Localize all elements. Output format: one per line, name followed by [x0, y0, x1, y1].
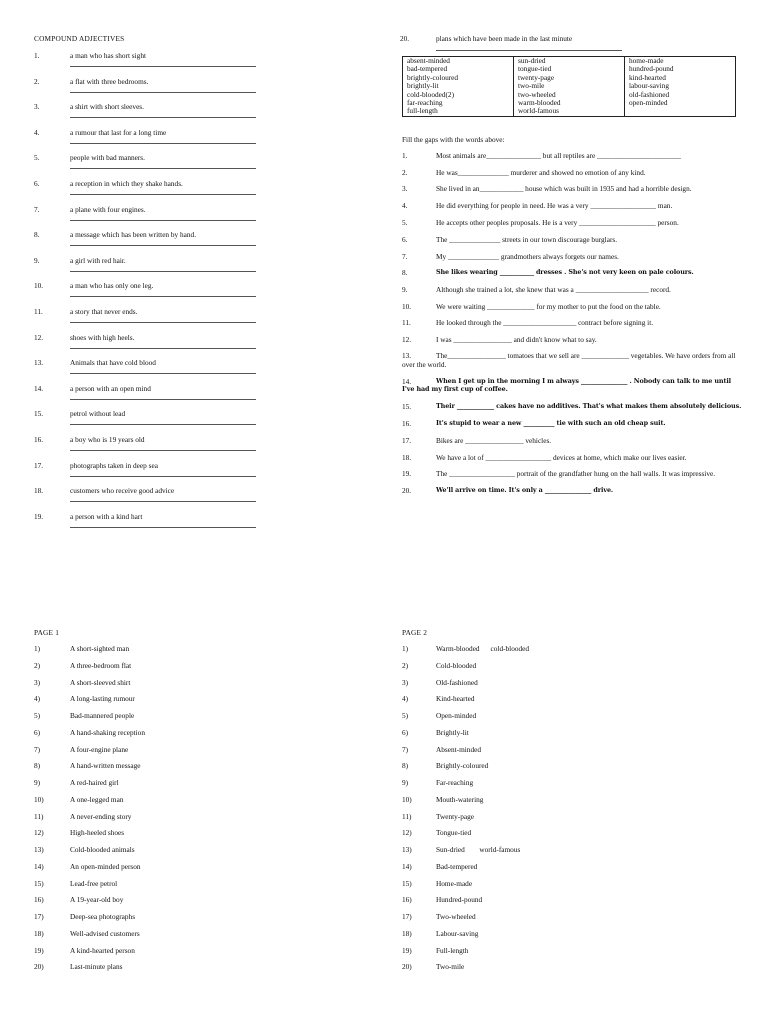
word-box-column: [514, 57, 625, 117]
key2-item-number: 12): [402, 828, 412, 838]
word-box-word: two-mile: [518, 81, 545, 91]
part2-item-number: 7.: [402, 252, 408, 261]
key1-item-text: Bad-mannered people: [70, 711, 135, 720]
key2-item-text: Labour-saving: [436, 928, 479, 938]
part2-item-number: 18.: [402, 453, 412, 462]
part1-item-text: plans which have been made in the last minute: [436, 34, 573, 43]
part1-item-number: 20.: [400, 34, 410, 43]
key2-item-number: 7): [402, 744, 409, 754]
word-box-word: full-length: [407, 106, 438, 116]
part2-item-number: 20.: [402, 486, 412, 495]
answer-line[interactable]: [70, 373, 256, 374]
part1-item-text: a man who has only one leg.: [70, 281, 154, 291]
key2-item-number: 13): [402, 845, 412, 854]
key1-item-number: 5): [34, 711, 41, 720]
part1-item-text: a flat with three bedrooms.: [70, 76, 149, 86]
part1-item-number: 13.: [34, 358, 44, 368]
answer-line[interactable]: [70, 348, 256, 349]
key2-item-number: 17): [402, 912, 412, 921]
key2-item-number: 11): [402, 811, 412, 821]
part1-item-number: 1.: [34, 51, 40, 60]
part1-item-number: 9.: [34, 255, 40, 265]
part1-item-number: 18.: [34, 486, 44, 496]
part1-item-text: a message which has been written by hand.: [70, 230, 197, 240]
part2-item-text: When I get up in the morning I m always _______________ . Nobody can talk to me until I've had my first cup of coffee.: [402, 377, 731, 393]
part2-item-number: 2.: [402, 168, 408, 177]
key1-item-text: A never-ending story: [70, 811, 132, 821]
key1-item-number: 11): [34, 811, 44, 821]
answer-line[interactable]: [70, 424, 256, 425]
part1-item-number: 5.: [34, 153, 40, 163]
part2-item-text: Bikes are ________________ vehicles.: [436, 436, 552, 445]
part2-instruction: Fill the gaps with the words above:: [402, 135, 505, 144]
word-box-word: home-made: [629, 56, 664, 65]
key2-item-number: 15): [402, 878, 412, 888]
part2-item-text: The __________________ portrait of the grandfather hung on the hall walls. It was impressive.: [436, 469, 716, 478]
part1-item-number: 15.: [34, 409, 44, 419]
part1-item-text: a reception in which they shake hands.: [70, 179, 183, 188]
answer-line[interactable]: [70, 194, 256, 195]
key1-item-text: A long-lasting rumour: [70, 694, 135, 704]
key1-item-text: A hand-shaking reception: [70, 727, 145, 737]
part1-item-number: 17.: [34, 460, 44, 470]
key2-item-number: 16): [402, 895, 412, 905]
key1-item-number: 3): [34, 677, 41, 687]
answer-line[interactable]: [70, 450, 256, 451]
word-box-column: [625, 57, 736, 117]
part1-item-number: 10.: [34, 281, 44, 291]
key1-item-number: 8): [34, 761, 41, 771]
part1-item-number: 16.: [34, 435, 44, 444]
key1-item-number: 17): [34, 912, 44, 921]
part2-item-number: 8.: [402, 268, 408, 277]
key2-item-number: 3): [402, 677, 409, 687]
part1-item-number: 7.: [34, 204, 40, 214]
part1-item-text: photographs taken in deep sea: [70, 460, 158, 470]
word-box-word: brightly-coloured: [407, 72, 459, 82]
part2-item-text: We have a lot of __________________ devices at home, which make our lives easier.: [436, 453, 687, 462]
key2-item-number: 19): [402, 945, 412, 955]
word-box-word: open-minded: [629, 98, 668, 108]
part2-item-number: 4.: [402, 201, 408, 210]
key2-item-number: 10): [402, 794, 412, 804]
key1-item-text: A four-engine plane: [70, 744, 129, 754]
answer-line[interactable]: [70, 143, 256, 144]
part2-item-text: The________________ tomatoes that we sell are _____________ vegetables. We have orders from all over the world.: [402, 351, 736, 369]
key2-item-text: Absent-minded: [436, 744, 481, 754]
part1-item-text: a rumour that last for a long time: [70, 127, 167, 137]
answer-line[interactable]: [70, 501, 256, 502]
word-box-word: two-wheeled: [518, 89, 556, 99]
key1-item-number: 6): [34, 727, 41, 737]
key1-item-text: A one-legged man: [70, 794, 124, 804]
part1-item-number: 8.: [34, 230, 40, 240]
part2-item-text: The ______________ streets in our town discourage burglars.: [436, 235, 618, 244]
key1-item-text: Lead-free petrol: [70, 878, 118, 888]
part2-item-number: 19.: [402, 469, 412, 478]
word-box-word: old-fashioned: [629, 89, 670, 99]
word-box-word: hundred-pound: [629, 64, 674, 74]
part1-item-number: 6.: [34, 179, 40, 188]
answer-line[interactable]: [70, 220, 256, 221]
part1-item-text: customers who receive good advice: [70, 486, 175, 496]
key2-item-number: 18): [402, 928, 412, 938]
key2-item-text: Home-made: [436, 878, 473, 888]
part2-item-number: 5.: [402, 218, 408, 227]
part1-item-text: Animals that have cold blood: [70, 358, 156, 368]
word-box-word: warm-blooded: [518, 98, 561, 108]
answer-line[interactable]: [436, 50, 622, 51]
word-box-word: sun-dried: [518, 56, 546, 65]
key1-item-number: 20): [34, 962, 44, 972]
key1-item-number: 9): [34, 778, 41, 787]
key2-item-text: Kind-hearted: [436, 694, 475, 704]
part2-item-number: 13.: [402, 351, 412, 360]
part2-item-text: She lived in an____________ house which was built in 1935 and had a horrible design.: [436, 184, 692, 193]
key1-item-text: A kind-hearted person: [70, 945, 135, 955]
key1-item-number: 12): [34, 828, 44, 838]
key2-item-text: Open-minded: [436, 711, 477, 720]
part1-item-text: a girl with red hair.: [70, 255, 126, 265]
part2-item-number: 16.: [402, 419, 412, 428]
word-box-word: cold-blooded(2): [407, 89, 455, 99]
word-box-word: kind-hearted: [629, 72, 666, 82]
word-box-word: brightly-lit: [407, 81, 439, 91]
key2-item-number: 6): [402, 727, 409, 737]
part2-item-text: Most animals are_______________ but all reptiles are _______________________: [436, 151, 682, 160]
part2-item-number: 1.: [402, 151, 408, 160]
key1-item-text: High-heeled shoes: [70, 828, 125, 838]
part2-item-number: 14.: [402, 377, 412, 386]
part1-item-text: a man who has short sight: [70, 51, 147, 60]
part1-item-text: a shirt with short sleeves.: [70, 102, 144, 112]
key1-item-text: Deep-sea photographs: [70, 912, 136, 921]
answer-line[interactable]: [70, 399, 256, 400]
key2-item-text: Far-reaching: [436, 778, 474, 787]
word-box-word: far-reaching: [407, 98, 443, 108]
key1-item-number: 19): [34, 945, 44, 955]
key1-item-number: 15): [34, 878, 44, 888]
key1-item-text: A short-sleeved shirt: [70, 677, 131, 687]
key2-item-text: Two-mile: [436, 962, 465, 972]
key1-item-number: 7): [34, 744, 41, 754]
answer-line[interactable]: [70, 527, 256, 528]
part1-item-number: 3.: [34, 102, 40, 112]
key1-item-number: 18): [34, 928, 44, 938]
key2-item-text: Brightly-lit: [436, 727, 469, 737]
part2-item-text: He did everything for people in need. He was a very __________________ man.: [436, 201, 673, 210]
part1-item-number: 4.: [34, 127, 40, 137]
key1-item-text: Last-minute plans: [70, 962, 123, 972]
part2-item-text: She likes wearing ___________ dresses . She's not very keen on pale colours.: [436, 268, 694, 276]
word-box-word: twenty-page: [518, 72, 555, 82]
word-box-word: world-famous: [518, 106, 559, 116]
key1-item-number: 4): [34, 694, 41, 704]
key2-item-text: Bad-tempered: [436, 861, 478, 871]
word-box-word: tongue-tied: [518, 64, 552, 74]
part2-item-number: 12.: [402, 335, 412, 344]
word-box-word: absent-minded: [407, 56, 450, 65]
key1-item-number: 14): [34, 861, 44, 871]
part2-item-text: He accepts other peoples proposals. He is a very _____________________ person.: [436, 218, 679, 227]
key1-title: PAGE 1: [34, 628, 60, 637]
key2-item-number: 1): [402, 644, 409, 653]
key2-item-text: Brightly-coloured: [436, 761, 489, 771]
part1-item-number: 12.: [34, 332, 44, 342]
part2-item-number: 9.: [402, 285, 408, 294]
answer-line[interactable]: [70, 476, 256, 477]
key1-item-text: An open-minded person: [70, 861, 141, 871]
part2-item-text: We were waiting _____________ for my mother to put the food on the table.: [436, 302, 661, 311]
part2-item-text: He was______________ murderer and showed no emotion of any kind.: [436, 168, 646, 177]
part1-item-text: a person with a kind hart: [70, 511, 143, 521]
key2-item-number: 20): [402, 962, 412, 972]
word-box-word: labour-saving: [629, 81, 669, 91]
part2-item-text: Although she trained a lot, she knew that was a ____________________ record.: [436, 285, 671, 294]
key2-item-number: 4): [402, 694, 409, 704]
key2-item-text: Old-fashioned: [436, 677, 478, 687]
answer-line[interactable]: [70, 66, 256, 67]
key1-item-number: 10): [34, 794, 44, 804]
answer-line[interactable]: [70, 245, 256, 246]
key1-item-number: 1): [34, 644, 41, 653]
part2-item-text: Their ____________ cakes have no additives. That's what makes them absolutely delicious.: [436, 402, 742, 410]
answer-line[interactable]: [70, 117, 256, 118]
part2-item-text: We'll arrive on time. It's only a _______________ drive.: [436, 486, 614, 494]
part2-item-number: 11.: [402, 318, 411, 327]
part2-item-text: I was ________________ and didn't know what to say.: [436, 335, 597, 344]
key2-item-number: 8): [402, 761, 409, 771]
key2-item-text: Full-length: [436, 945, 469, 955]
key1-item-text: A hand-written message: [70, 761, 141, 771]
part1-item-text: a boy who is 19 years old: [70, 435, 145, 444]
part1-item-number: 11.: [34, 307, 43, 316]
key2-item-number: 5): [402, 711, 409, 720]
key2-item-text: Mouth-watering: [436, 794, 484, 804]
part2-item-number: 15.: [402, 402, 412, 411]
key2-item-number: 14): [402, 861, 412, 871]
key1-item-number: 2): [34, 660, 41, 670]
key2-item-text: Hundred-pound: [436, 895, 483, 905]
part2-item-number: 17.: [402, 436, 412, 445]
part1-item-number: 14.: [34, 383, 44, 393]
part1-item-text: a person with an open mind: [70, 383, 151, 393]
part2-item-text: It's stupid to wear a new __________ tie with such an old cheap suit.: [436, 419, 666, 427]
answer-line[interactable]: [70, 271, 256, 272]
word-box-word: bad-tempered: [407, 64, 448, 74]
part1-item-text: petrol without lead: [70, 409, 126, 419]
part1-item-number: 2.: [34, 76, 40, 86]
part1-item-text: shoes with high heels.: [70, 332, 135, 342]
key2-item-text: Sun-dried world-famous: [436, 845, 521, 854]
key1-item-text: Cold-blooded animals: [70, 845, 135, 854]
part1-item-text: a story that never ends.: [70, 307, 138, 316]
part2-item-text: He looked through the ____________________ contract before signing it.: [436, 318, 654, 327]
part1-item-number: 19.: [34, 511, 44, 521]
key1-item-text: A three-bedroom flat: [70, 660, 132, 670]
key2-title: PAGE 2: [402, 628, 428, 637]
key2-item-text: Two-wheeled: [436, 912, 476, 921]
key1-item-number: 16): [34, 895, 44, 905]
key1-item-text: A 19-year-old boy: [70, 895, 124, 905]
key2-item-text: Tongue-tied: [436, 828, 472, 838]
key2-item-text: Twenty-page: [436, 811, 474, 821]
answer-line[interactable]: [70, 296, 256, 297]
key1-item-text: A red-haired girl: [70, 778, 119, 787]
answer-line[interactable]: [70, 92, 256, 93]
part1-item-text: people with bad manners.: [70, 153, 145, 163]
word-box-column: [403, 57, 514, 117]
part1-title: COMPOUND ADJECTIVES: [34, 34, 125, 43]
part2-item-number: 3.: [402, 184, 408, 193]
answer-line[interactable]: [70, 322, 256, 323]
key2-item-number: 2): [402, 660, 409, 670]
part2-item-text: My ______________ grandmothers always forgets our names.: [436, 252, 619, 261]
key2-item-text: Warm-blooded cold-blooded: [436, 644, 530, 653]
part2-item-number: 10.: [402, 302, 412, 311]
key1-item-number: 13): [34, 845, 44, 854]
part1-item-text: a plane with four engines.: [70, 204, 146, 214]
answer-line[interactable]: [70, 168, 256, 169]
key2-item-number: 9): [402, 778, 409, 787]
part2-item-number: 6.: [402, 235, 408, 244]
key1-item-text: A short-sighted man: [70, 644, 130, 653]
key1-item-text: Well-advised customers: [70, 928, 140, 938]
key2-item-text: Cold-blooded: [436, 660, 477, 670]
word-box: [402, 56, 736, 117]
